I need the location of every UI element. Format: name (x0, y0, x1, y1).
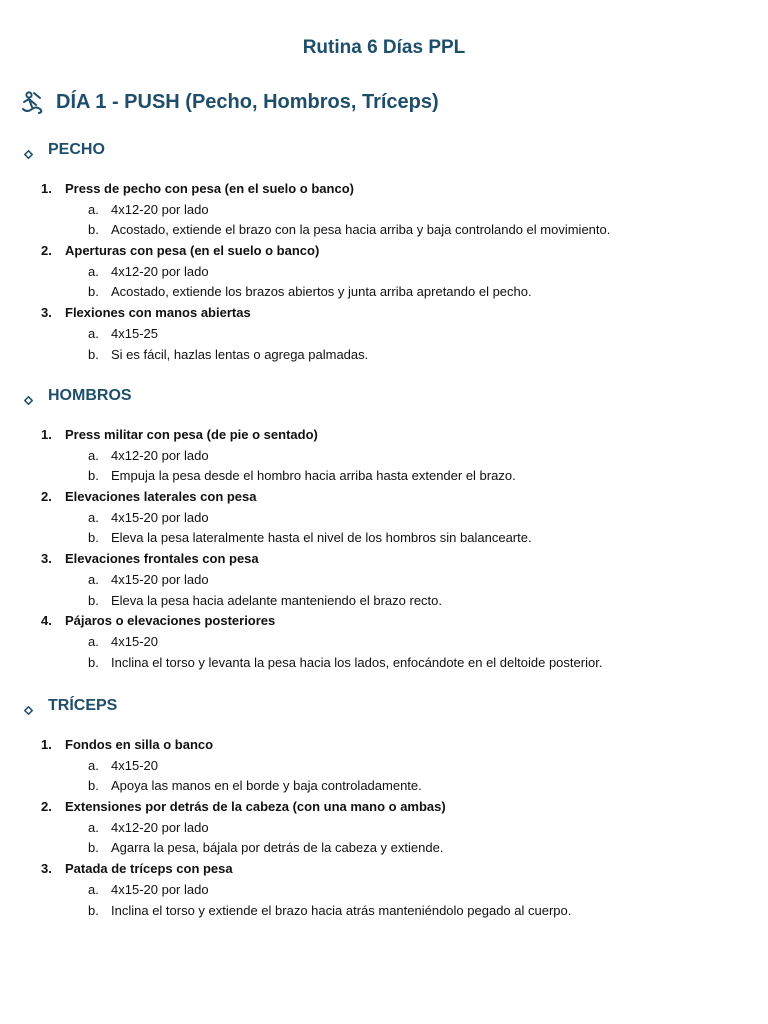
detail-text: Eleva la pesa lateralmente hasta el nivel de los hombros sin balancearte. (111, 530, 532, 546)
exercise-list (0, 735, 768, 921)
detail-letter: b. (88, 902, 99, 918)
exercise-item (0, 487, 768, 549)
exercise-item (0, 425, 768, 487)
exercise-name: Flexiones con manos abiertas (65, 305, 251, 321)
detail-letter: a. (88, 325, 99, 341)
detail-text: Inclina el torso y levanta la pesa hacia los lados, enfocándote en el deltoide posterior. (111, 654, 603, 670)
detail-item (0, 466, 768, 487)
detail-letter: b. (88, 346, 99, 362)
detail-letter: a. (88, 201, 99, 217)
detail-item (0, 838, 768, 859)
diamond-bullet-icon (24, 146, 33, 155)
day-title: DÍA 1 - PUSH (Pecho, Hombros, Tríceps) (56, 90, 439, 113)
exercise-list (0, 179, 768, 365)
detail-text: 4x15-20 (111, 757, 158, 773)
detail-text: 4x12-20 por lado (111, 201, 209, 217)
detail-letter: b. (88, 778, 99, 794)
detail-text: 4x15-20 por lado (111, 509, 209, 525)
exercise-item (0, 303, 768, 365)
page-title: Rutina 6 Días PPL (302, 37, 466, 58)
detail-item (0, 282, 768, 303)
detail-list (0, 880, 768, 921)
detail-text: 4x12-20 por lado (111, 263, 209, 279)
exercise-name: Extensiones por detrás de la cabeza (con una mano o ambas) (65, 799, 446, 815)
exercise-item (0, 859, 768, 921)
detail-text: 4x12-20 por lado (111, 447, 209, 463)
detail-letter: a. (88, 633, 99, 649)
detail-text: Apoya las manos en el borde y baja controladamente. (111, 778, 422, 794)
section-title: HOMBROS (48, 387, 132, 404)
exercise-item (0, 797, 768, 859)
detail-list (0, 818, 768, 859)
detail-text: Si es fácil, hazlas lentas o agrega palmadas. (111, 346, 369, 362)
detail-letter: b. (88, 284, 99, 300)
exercise-name: Press militar con pesa (de pie o sentado) (65, 427, 318, 442)
detail-text: Agarra la pesa, bájala por detrás de la cabeza y extiende. (111, 840, 444, 856)
exercise-name: Pájaros o elevaciones posteriores (65, 613, 276, 629)
section-heading (24, 140, 768, 160)
section-pecho (0, 140, 768, 365)
detail-text: Acostado, extiende los brazos abiertos y junta arriba apretando el pecho. (111, 284, 532, 300)
detail-text: 4x15-20 por lado (111, 571, 209, 587)
detail-item (0, 508, 768, 529)
detail-item (0, 528, 768, 549)
exercise-name: Elevaciones frontales con pesa (65, 551, 259, 567)
detail-item (0, 570, 768, 591)
section-hombros (0, 386, 768, 673)
detail-item (0, 776, 768, 797)
exercise-name: Press de pecho con pesa (en el suelo o banco) (65, 181, 354, 196)
detail-item (0, 262, 768, 283)
exercise-item (0, 179, 768, 241)
detail-item (0, 818, 768, 839)
detail-list (0, 446, 768, 487)
detail-text: Eleva la pesa hacia adelante manteniendo el brazo recto. (111, 592, 442, 608)
detail-item (0, 653, 768, 674)
detail-item (0, 632, 768, 653)
detail-letter: b. (88, 592, 99, 608)
detail-item (0, 591, 768, 612)
detail-list (0, 200, 768, 241)
exercise-number: 2. (41, 489, 52, 505)
detail-list (0, 262, 768, 303)
detail-letter: a. (88, 509, 99, 525)
detail-text: 4x15-25 (111, 325, 158, 341)
detail-item (0, 200, 768, 221)
exercise-number: 2. (41, 799, 52, 815)
exercise-number: 3. (41, 305, 52, 321)
section-title: TRÍCEPS (48, 697, 118, 714)
detail-item (0, 324, 768, 345)
detail-text: 4x15-20 por lado (111, 881, 209, 897)
detail-letter: a. (88, 881, 99, 897)
detail-item (0, 901, 768, 922)
day-heading (20, 89, 439, 115)
detail-letter: b. (88, 530, 99, 546)
exercise-name: Aperturas con pesa (en el suelo o banco) (65, 243, 320, 259)
exercise-number: 2. (41, 243, 52, 259)
detail-text: 4x15-20 (111, 633, 158, 649)
detail-list (0, 324, 768, 365)
section-triceps (0, 696, 768, 921)
exercise-item (0, 241, 768, 303)
detail-letter: b. (88, 468, 99, 484)
detail-item (0, 220, 768, 241)
exercise-number: 1. (41, 427, 52, 442)
detail-letter: b. (88, 222, 99, 238)
exercise-number: 3. (41, 861, 52, 877)
detail-item (0, 345, 768, 366)
exercise-number: 3. (41, 551, 52, 567)
detail-text: Acostado, extiende el brazo con la pesa hacia arriba y baja controlando el movimiento. (111, 222, 611, 238)
detail-text: Empuja la pesa desde el hombro hacia arriba hasta extender el brazo. (111, 468, 516, 484)
section-heading (24, 386, 768, 406)
detail-letter: a. (88, 819, 99, 835)
detail-letter: b. (88, 654, 99, 670)
exercise-name: Patada de tríceps con pesa (65, 861, 233, 877)
exercise-item (0, 735, 768, 797)
exercise-number: 1. (41, 737, 52, 752)
detail-letter: a. (88, 757, 99, 773)
detail-list (0, 756, 768, 797)
detail-item (0, 446, 768, 467)
diamond-bullet-icon (24, 392, 33, 401)
exercise-name: Fondos en silla o banco (65, 737, 214, 752)
detail-letter: a. (88, 571, 99, 587)
detail-letter: b. (88, 840, 99, 856)
exercise-number: 1. (41, 181, 52, 196)
detail-list (0, 632, 768, 673)
exercise-list (0, 425, 768, 673)
weightlifter-icon (20, 89, 46, 115)
exercise-item (0, 611, 768, 673)
detail-list (0, 508, 768, 549)
detail-item (0, 880, 768, 901)
detail-list (0, 570, 768, 611)
exercise-item (0, 549, 768, 611)
exercise-name: Elevaciones laterales con pesa (65, 489, 257, 505)
section-heading (24, 696, 768, 716)
detail-letter: a. (88, 447, 99, 463)
detail-text: Inclina el torso y extiende el brazo hacia atrás manteniéndolo pegado al cuerpo. (111, 902, 572, 918)
exercise-number: 4. (41, 613, 52, 629)
detail-text: 4x12-20 por lado (111, 819, 209, 835)
detail-item (0, 756, 768, 777)
detail-letter: a. (88, 263, 99, 279)
section-title: PECHO (48, 141, 105, 158)
diamond-bullet-icon (24, 702, 33, 711)
